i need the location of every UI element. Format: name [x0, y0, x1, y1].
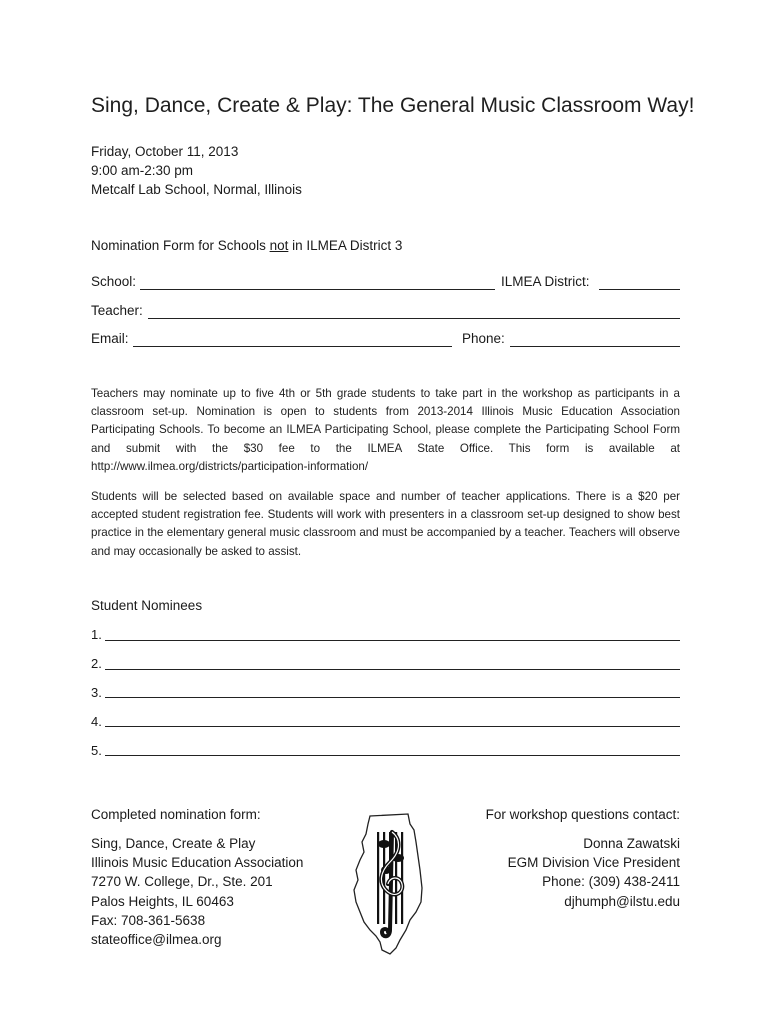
selection-paragraph: Students will be selected based on available space and number of teacher applications. There is a $20 per accepted student registration fee. Students will work with presenters in a classroom set-up designed to show best practice in the elementary general music classroom and must be accompanied by a teacher. Teachers will observe and may occasionally be asked to assist.: [91, 490, 680, 558]
nominee-number-3: 3.: [91, 685, 102, 700]
contact-heading: For workshop questions contact:: [485, 807, 680, 822]
intro-paragraph: Teachers may nominate up to five 4th or 5th grade students to take part in the workshop as participants in a classroom set-up. Nomination is open to students from 2013-2014 Illinois Music Education Association Participating Schools. To become an ILMEA Participating School, please complete the Participating School Form and submit with the $30 fee to the ILMEA State Office. This form is available at http://www.ilmea.org/districts/participation-information/: [91, 387, 680, 473]
nominee-field-5[interactable]: [105, 755, 680, 756]
school-label: School:: [91, 274, 137, 289]
district-label: ILMEA District:: [501, 274, 590, 289]
form-heading-emphasis: not: [269, 238, 289, 253]
illinois-music-logo: [350, 812, 430, 960]
teacher-label: Teacher:: [91, 303, 143, 318]
address-line: Palos Heights, IL 60463: [91, 893, 234, 909]
district-field[interactable]: [599, 289, 680, 290]
teacher-field[interactable]: [148, 318, 680, 319]
contact-phone: Phone: (309) 438-2411: [542, 874, 680, 890]
nominee-number-1: 1.: [91, 627, 102, 642]
mail-to-heading: Completed nomination form:: [91, 807, 261, 822]
event-time: 9:00 am-2:30 pm: [91, 163, 194, 178]
form-heading-suffix: in ILMEA District 3: [288, 238, 403, 253]
address-line: Sing, Dance, Create & Play: [91, 836, 256, 851]
nominee-number-4: 4.: [91, 714, 102, 729]
page-title: Sing, Dance, Create & Play: The General Music Classroom Way!: [91, 94, 695, 117]
phone-label: Phone:: [462, 331, 505, 346]
event-date: Friday, October 11, 2013: [91, 144, 239, 159]
nominee-number-2: 2.: [91, 656, 102, 671]
form-heading: [91, 236, 402, 255]
mail-to-address: [91, 834, 303, 949]
nominee-field-4[interactable]: [105, 726, 680, 727]
contact-details: [508, 834, 680, 911]
nominee-field-2[interactable]: [105, 669, 680, 670]
address-line: Illinois Music Education Association: [91, 855, 304, 871]
school-field[interactable]: [140, 289, 495, 290]
nominees-heading: Student Nominees: [91, 598, 203, 613]
form-heading-prefix: Nomination Form for Schools: [91, 238, 270, 253]
contact-name: Donna Zawatski: [583, 836, 680, 851]
illinois-state-icon: [350, 812, 430, 960]
nominee-field-1[interactable]: [105, 640, 680, 641]
fax-line: Fax: 708-361-5638: [91, 912, 206, 928]
address-line: 7270 W. College, Dr., Ste. 201: [91, 874, 273, 890]
nominee-number-5: 5.: [91, 743, 102, 758]
email-link[interactable]: stateoffice@ilmea.org: [91, 932, 222, 948]
nominee-field-3[interactable]: [105, 697, 680, 698]
contact-email[interactable]: djhumph@ilstu.edu: [564, 893, 680, 909]
contact-title: EGM Division Vice President: [507, 855, 680, 871]
phone-field[interactable]: [510, 346, 680, 347]
event-location: Metcalf Lab School, Normal, Illinois: [91, 182, 302, 197]
email-field[interactable]: [133, 346, 452, 347]
email-label: Email:: [91, 331, 129, 346]
